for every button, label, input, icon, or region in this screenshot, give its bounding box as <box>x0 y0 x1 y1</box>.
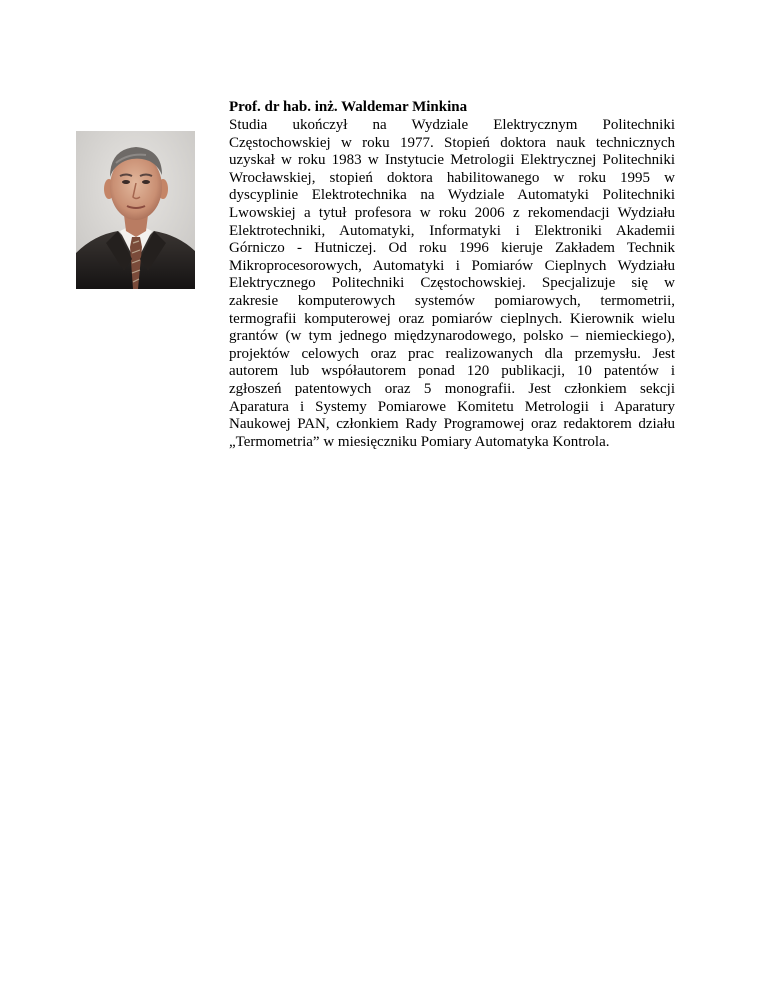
bio-line: Wrocławskiej, stopień doktora habilitowanego w roku 1995 w <box>229 169 675 186</box>
bio-line: zakresie komputerowych systemów pomiarowych, termometrii, <box>229 292 675 309</box>
bio-line: Górniczo - Hutniczej. Od roku 1996 kieruje Zakładem Technik <box>229 240 675 257</box>
bio-line: Aparatura i Systemy Pomiarowe Komitetu Metrologii i Aparatury <box>229 398 675 415</box>
bio-line: Elektrotechniki, Automatyki, Informatyki i Elektroniki Akademii <box>229 222 675 239</box>
bio-line: grantów (w tym jednego międzynarodowego, polsko – niemieckiego), <box>229 328 675 345</box>
bio-line: dyscyplinie Elektrotechnika na Wydziale Automatyki Politechniki <box>229 187 675 204</box>
bio-line: Studia ukończył na Wydziale Elektrycznym Politechniki <box>229 117 675 133</box>
bio-line: autorem lub współautorem ponad 120 publikacji, 10 patentów i <box>229 363 675 380</box>
bio-line: Elektrycznego Politechniki Częstochowskiej. Specjalizuje się w <box>229 275 675 292</box>
bio-line: Częstochowskiej w roku 1977. Stopień doktora nauk technicznych <box>229 134 675 151</box>
bio-line: Naukowej PAN, członkiem Rady Programowej oraz redaktorem działu <box>229 416 675 433</box>
portrait-photo <box>76 131 195 289</box>
biography-paragraph <box>229 117 675 451</box>
bio-line: termografii komputerowej oraz pomiarów cieplnych. Kierownik wielu <box>229 310 675 327</box>
person-name-heading: Prof. dr hab. inż. Waldemar Minkina <box>229 99 468 115</box>
bio-line: Lwowskiej a tytuł profesora w roku 2006 z rekomendacji Wydziału <box>229 204 675 221</box>
bio-line: zgłoszeń patentowych oraz 5 monografii. Jest członkiem sekcji <box>229 380 675 397</box>
bio-line: uzyskał w roku 1983 w Instytucie Metrologii Elektrycznej Politechniki <box>229 152 675 169</box>
bio-line: projektów celowych oraz prac realizowanych dla przemysłu. Jest <box>229 345 675 362</box>
bio-line: Mikroprocesorowych, Automatyki i Pomiarów Cieplnych Wydziału <box>229 257 675 274</box>
bio-line: „Termometria” w miesięczniku Pomiary Automatyka Kontrola. <box>229 433 610 450</box>
